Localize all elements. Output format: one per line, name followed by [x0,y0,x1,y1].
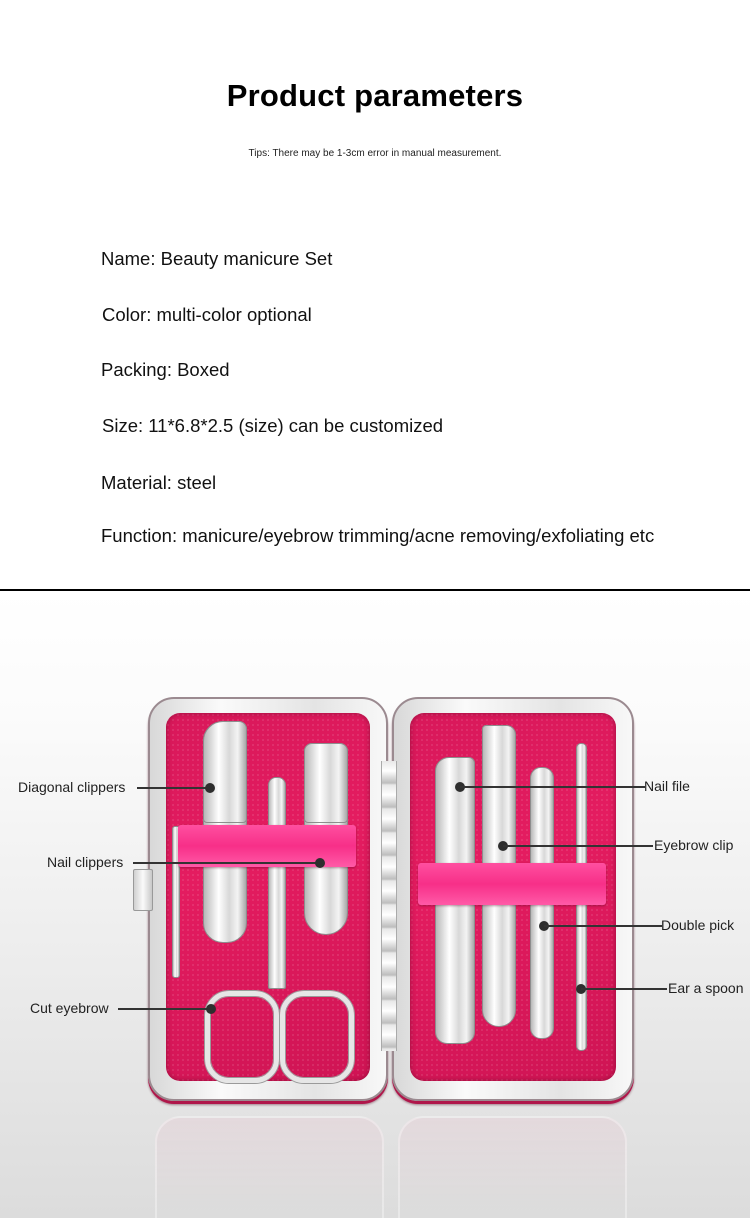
callout-double-pick [539,919,750,933]
callout-leader-line [460,786,645,788]
callout-label: Cut eyebrow [30,1000,109,1016]
param-function: Function: manicure/eyebrow trimming/acne removing/exfoliating etc [101,525,655,546]
callout-label: Diagonal clippers [18,779,126,795]
diagonal-clippers-head [203,721,247,823]
param-packing: Packing: Boxed [101,359,230,380]
holding-strap-right [418,863,606,905]
callout-dot [205,783,215,793]
callout-leader-line [118,1008,210,1010]
callout-leader-line [137,787,209,789]
case-hinge [381,761,397,1051]
product-parameters-section [0,0,750,590]
scissors-blade [268,777,286,989]
callout-label: Nail clippers [47,854,124,870]
callout-label: Eyebrow clip [654,837,734,853]
case-reflection-left [155,1116,384,1218]
case-clasp [133,869,153,911]
nail-clippers-head [304,743,348,823]
callout-leader-line [581,988,667,990]
measurement-tip: Tips: There may be 1-3cm error in manual measurement. [248,148,502,159]
page-title: Product parameters [226,78,524,113]
callout-dot [315,858,325,868]
callout-eyebrow-clip [498,839,750,853]
callout-label: Double pick [661,917,735,933]
param-size: Size: 11*6.8*2.5 (size) can be customized [102,415,444,436]
callout-dot [206,1004,216,1014]
case-reflection-right [398,1116,627,1218]
callout-nail-file [455,780,750,794]
callout-cut-eyebrow [0,1002,215,1016]
param-material: Material: steel [101,472,217,493]
callout-leader-line [544,925,662,927]
param-color: Color: multi-color optional [102,304,312,325]
param-name: Name: Beauty manicure Set [101,248,333,269]
callout-leader-line [133,862,319,864]
scissors-ring-left [205,991,279,1083]
callout-leader-line [503,845,653,847]
callout-ear-spoon [576,982,750,996]
callout-diagonal-clippers [0,781,215,795]
callout-nail-clippers [0,856,325,870]
callout-label: Ear a spoon [668,980,744,996]
product-photo [0,591,750,1218]
scissors-ring-right [280,991,354,1083]
callout-label: Nail file [644,778,690,794]
